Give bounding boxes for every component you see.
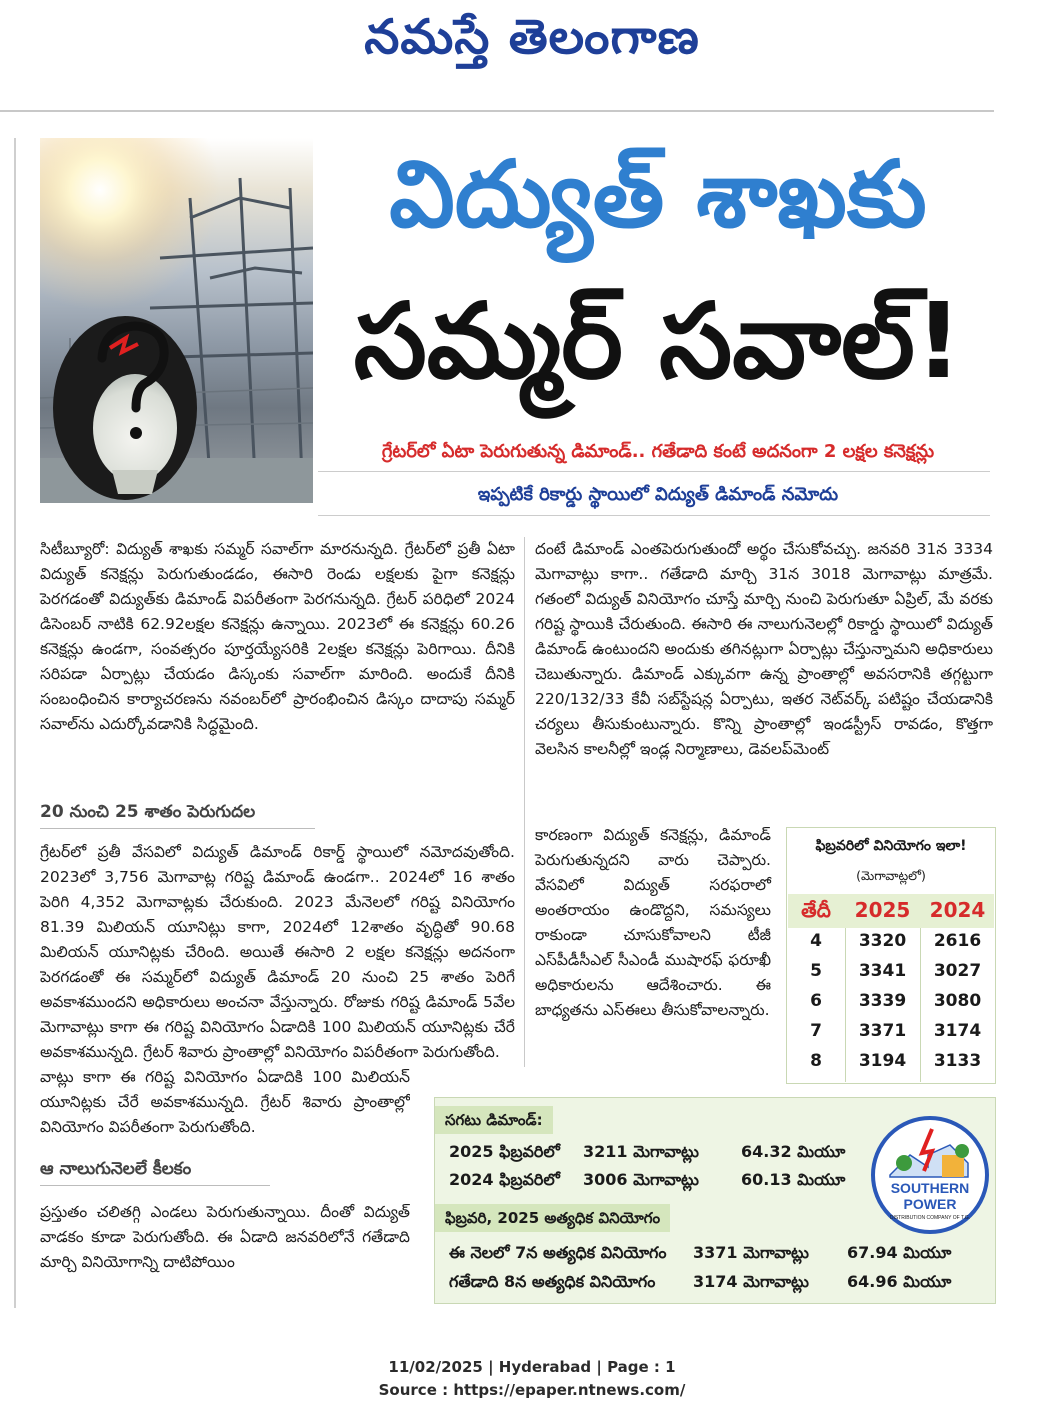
article-paragraph-1: సిటీబ్యూరో: విద్యుత్ శాఖకు సమ్మర్ సవాల్‌గా మారనున్నది. గ్రేటర్‌లో ప్రతీ ఏటా విద్యుత్ కనెక్షన్లు పెరుగుతుండడం, ఈసారి రెండు లక్షలకు పైగా కనెక్షన్లు పెరగడంతో విద్యుత్‌కు డిమాండ్ విపరీతంగా పెరగనున్నది. గ్రేటర్ పరిధిలో 2024 డిసెంబర్ నాటికి 62.92లక్షల కనెక్షన్లు ఉన్నాయి. 2023లో ఈ కనెక్షన్లు 60.26 కనెక్షన్లు ఉండగా, సంవత్సరం పూర్తయ్యేసరికి 2లక్షల కనెక్షన్లు పెరిగాయి. దీనికి సరిపడా ఏర్పాట్లు చేయడం డిస్కంకు సవాల్‌గా మారింది. అందుకే దీనికి సంబంధించిన కార్యాచరణను నవంబర్‌లో ప్రారంభించిన డిస్కం దాదాపు సమ్మర్ సవాల్‌ను ఎదుర్కోవడానికి సిద్ధమైంది.	[40, 540, 515, 733]
subhead-growth: 20 నుంచి 25 శాతం పెరుగుదల	[40, 802, 256, 822]
table-header-date: తేదీ	[801, 898, 831, 922]
peak-usage-label: ఫిబ్రవరి, 2025 అత్యధిక వినియోగం	[435, 1204, 670, 1232]
subhead-rule	[40, 828, 315, 829]
column-rule	[524, 537, 525, 1067]
article-paragraph-3: ప్రస్తుతం చలితగ్గి ఎండలు పెరుగుతున్నాయి. దీంతో విద్యుత్ వాడకం కూడా పెరుగుతోంది. ఈ ఏడాది జనవరిలోనే గతేడాది మార్చి వినియోగాన్ని దాటిపోయిం	[40, 1203, 410, 1271]
table-cell: 6	[810, 991, 822, 1011]
footer-source-line: Source : https://epaper.ntnews.com/	[378, 1381, 686, 1399]
avg-row-mw: 3006 మెగావాట్లు	[583, 1170, 699, 1189]
deck-rule	[318, 471, 990, 472]
table-cell: 2616	[933, 931, 982, 951]
table-cell: 3027	[933, 961, 982, 981]
avg-row-mw: 3211 మెగావాట్లు	[583, 1142, 699, 1161]
southern-power-logo	[870, 1115, 990, 1235]
table-cell: 3194	[858, 1051, 907, 1071]
subhead-four-months: ఆ నాలుగునెలలే కీలకం	[40, 1159, 192, 1179]
headline-deck-blue: ఇప్పటికే రికార్డు స్థాయిలో విద్యుత్ డిమాండ్ నమోదు	[477, 484, 839, 505]
table-cell: 3080	[933, 991, 982, 1011]
avg-demand-label: సగటు డిమాండ్:	[435, 1106, 553, 1134]
headline-line2: సమ్మర్ సవాల్!	[353, 280, 963, 402]
footer-date-line: 11/02/2025 | Hyderabad | Page : 1	[388, 1358, 676, 1376]
peak-row-mw: 3371 మెగావాట్లు	[693, 1243, 809, 1262]
table-subtitle: (మెగావాట్లలో)	[856, 868, 926, 883]
logo-tagline: DISTRIBUTION COMPANY OF T.G.	[889, 1215, 971, 1221]
table-cell: 3133	[933, 1051, 982, 1071]
article-paragraph-2-tail: వాట్లు కాగా ఈ గరిష్ట వినియోగం ఏడాదికి 100 మిలియన్ యూనిట్లకు చేరే అవకాశమున్నది. గ్రేటర్ శివారు ప్రాంతాల్లో వినియోగం విపరీతంగా పెరుగుతోంది.	[40, 1068, 410, 1136]
deck-rule	[318, 515, 990, 516]
peak-row-label: ఈ నెలలో 7న అత్యధిక వినియోగం	[449, 1243, 667, 1262]
table-header-2024: 2024	[929, 898, 986, 922]
avg-row-mu: 64.32 మియూ	[741, 1142, 846, 1161]
peak-row-mu: 67.94 మియూ	[847, 1243, 952, 1262]
peak-row-mw: 3174 మెగావాట్లు	[693, 1272, 809, 1291]
table-cell: 3174	[933, 1021, 982, 1041]
masthead: నమస్తే తెలంగాణ	[364, 9, 700, 65]
peak-row-mu: 64.96 మియూ	[847, 1272, 952, 1291]
table-title: ఫిబ్రవరిలో వినియోగం ఇలా!	[815, 838, 967, 854]
article-paragraph-2b	[40, 1065, 410, 1141]
substation-illustration	[40, 138, 313, 503]
avg-row-label: 2024 ఫిబ్రవరిలో	[449, 1170, 560, 1189]
table-header-2025: 2025	[854, 898, 911, 922]
headline-line1: విద్యుత్ శాఖకు	[389, 141, 927, 248]
table-cell: 7	[810, 1021, 822, 1041]
table-cell: 5	[810, 961, 822, 981]
table-cell: 4	[810, 931, 822, 951]
masthead-rule	[0, 110, 994, 112]
logo-word-southern: SOUTHERN	[890, 1180, 970, 1196]
substation-photo	[40, 138, 313, 503]
avg-row-mu: 60.13 మియూ	[741, 1170, 846, 1189]
table-cell: 3371	[858, 1021, 907, 1041]
consumption-table	[786, 827, 996, 1084]
article-paragraph-5: కారణంగా విద్యుత్ కనెక్షన్లు, డిమాండ్ పెరుగుతున్నదని వారు చెప్పారు. వేసవిలో విద్యుత్ సరఫరాలో అంతరాయం ఉండొద్దని, సమస్యలు రాకుండా చూసుకోవాలని టీజీ ఎస్‌పీడీసీఎల్ సీఎండీ ముషారఫ్ ఫరూఖీ అధికారులను ఆదేశించారు. ఈ బాధ్యతను ఎస్ఈలు తీసుకోవాలన్నారు.	[535, 826, 771, 1019]
headline-deck-red: గ్రేటర్‌లో ఏటా పెరుగుతున్న డిమాండ్.. గతేడాది కంటే అదనంగా 2 లక్షల కనెక్షన్లు	[381, 441, 935, 462]
article-paragraph-4: దంటే డిమాండ్ ఎంతపెరుగుతుందో అర్థం చేసుకోవచ్చు. జనవరి 31న 3334 మెగావాట్లు కాగా.. గతేడాది మార్చి 31న 3018 మెగావాట్లు మాత్రమే. గతంలో విద్యుత్ వినియోగం చూస్తే మార్చి నుంచి పెరుగుతూ ఏప్రిల్, మే వరకు గరిష్ట స్థాయికి చేరుతుంది. ఈసారి ఈ నాలుగునెలల్లో రికార్డు స్థాయిలో విద్యుత్ డిమాండ్ ఉంటుందని అందుకు తగినట్లుగా ఏర్పాట్లు చేస్తున్నామని అధికారులు చెబుతున్నారు. డిమాండ్ ఎక్కువగా ఉన్న ప్రాంతాల్లో అవసరానికి తగ్గట్టుగా 220/132/33 కేవీ సబ్‌స్టేషన్ల ఏర్పాటు, ఇతర నెట్‌వర్క్ పటిష్టం చేయడానికి చర్యలు తీసుకుంటున్నారు. కొన్ని ప్రాంతాల్లో ఇండస్ట్రీస్ రావడం, కొత్తగా వెలసిన కాలనీల్లో ఇండ్ల నిర్మాణాలు, డెవలప్‌మెంట్	[535, 540, 993, 758]
article-paragraph-2a: గ్రేటర్‌లో ప్రతీ వేసవిలో విద్యుత్ డిమాండ్ రికార్డ్ స్థాయిలో నమోదవుతోంది. 2023లో 3,756 మెగావాట్ల గరిష్ట డిమాండ్ ఉండగా.. 2024లో 16 శాతం పెరిగి 4,352 మెగావాట్లకు చేరుకుంది. 2023 మేనెలలో గరిష్ట వినియోగం 81.39 మిలియన్ యూనిట్లు కాగా, 2024లో 12శాతం వృద్ధితో 90.68 మిలియన్ యూనిట్లకు చేరింది. అయితే ఈసారి 2 లక్షల కనెక్షన్లు అదనంగా పెరగడంతో ఈ సమ్మర్‌లో విద్యుత్ డిమాండ్ 20 నుంచి 25 శాతం పెరిగే అవకాశముందని అధికారులు అంచనా వేస్తున్నారు. రోజుకు గరిష్ట డిమాండ్ 5వేల మెగావాట్లు కాగా ఈ గరిష్ట వినియోగం ఏడాదికి 100 మిలియన్ యూనిట్లకు చేరే అవకాశమున్నది. గ్రేటర్ శివారు ప్రాంతాల్లో వినియోగం విపరీతంగా పెరుగుతోంది.	[40, 843, 515, 1061]
left-margin-rule	[14, 138, 16, 1308]
avg-row-label: 2025 ఫిబ్రవరిలో	[449, 1142, 560, 1161]
logo-word-power: POWER	[903, 1196, 957, 1212]
table-cell: 3339	[858, 991, 907, 1011]
table-cell: 3320	[858, 931, 907, 951]
table-cell: 8	[810, 1051, 822, 1071]
subhead-rule	[40, 1185, 270, 1186]
peak-row-label: గతేడాది 8న అత్యధిక వినియోగం	[449, 1272, 656, 1291]
table-cell: 3341	[858, 961, 907, 981]
logo-emblem	[870, 1115, 990, 1235]
